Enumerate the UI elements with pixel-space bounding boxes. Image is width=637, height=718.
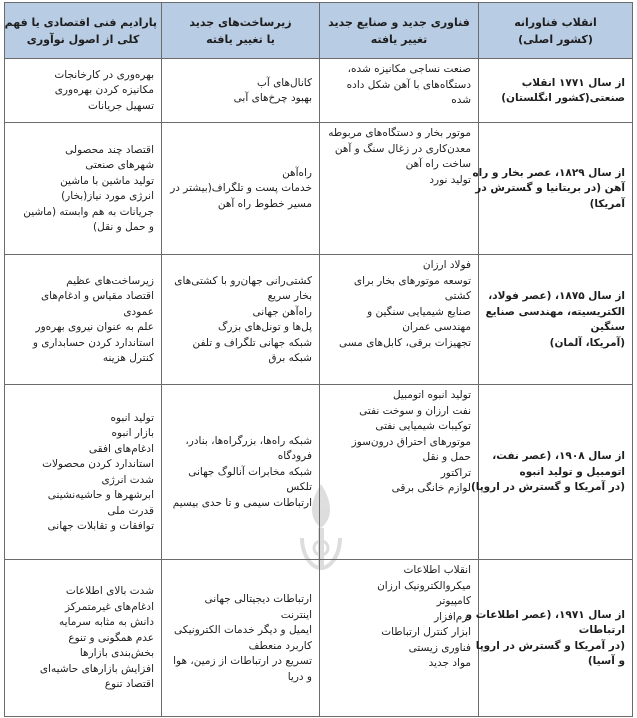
cell-line: دستگاه‌های با آهن شکل داده xyxy=(346,78,471,91)
cell-line: معدن‌کاری در زغال سنگ و آهن xyxy=(334,142,471,155)
cell-line: ساخت راه آهن xyxy=(405,158,471,170)
cell-line: شهرهای صنعتی xyxy=(85,159,154,171)
cell-line: سنگین xyxy=(590,321,625,333)
cell-line: زیرساخت‌های عظیم xyxy=(66,274,154,287)
cell-infra xyxy=(162,123,320,255)
cell-line: مسیر خطوط راه آهن xyxy=(217,197,312,210)
cell-line: عدم همگونی و تنوع xyxy=(68,631,154,644)
table-row xyxy=(5,385,633,560)
cell-line: ارتباطات xyxy=(578,624,625,636)
cell-revolution xyxy=(465,560,633,717)
cell-paradigm xyxy=(5,59,162,123)
cell-line: تولید انبوه xyxy=(110,411,154,424)
cell-line: شدت بالای اطلاعات xyxy=(65,585,154,598)
cell-line: اقتصاد تنوع xyxy=(104,678,154,691)
cell-line: فولاد ارزان xyxy=(422,259,471,271)
cell-line: کشتی‌رانی جهان‌رو با کشتی‌های xyxy=(174,274,312,287)
cell-line: از سال ۱۸۷۵، (عصر فولاد، xyxy=(488,290,625,302)
cell-line: استاندارد کردن محصولات xyxy=(42,458,154,470)
cell-line: (کشور اصلی) xyxy=(518,32,593,46)
header-infra xyxy=(162,3,320,59)
cell-paradigm xyxy=(5,123,162,255)
cell-line: تولید نورد xyxy=(429,173,471,186)
cell-revolution xyxy=(472,123,633,255)
cell-line: از سال ۱۸۲۹، عصر بخار و راه xyxy=(472,166,625,179)
cell-line: علم به عنوان نیروی بهره‌ور xyxy=(35,321,154,333)
table-row xyxy=(5,59,633,123)
cell-line: اتومبیل و تولید انبوه xyxy=(519,465,625,478)
cell-infra xyxy=(162,385,320,560)
cell-line: استاندارد کردن حسابداری و xyxy=(32,336,154,349)
cell-line: و آسیا) xyxy=(587,655,625,667)
cell-line: توافقات و تقابلات جهانی xyxy=(47,520,154,532)
cell-line: صنعت نساجی مکانیزه شده، xyxy=(347,63,471,75)
cell-line: راه‌آهن جهانی xyxy=(252,305,312,318)
cell-line: فناوری زیستی xyxy=(408,641,471,654)
cell-tech xyxy=(320,123,479,255)
cell-line: انقلاب فناورانه xyxy=(514,15,597,29)
table-row xyxy=(5,255,633,385)
cell-line: تسهیل جریانات xyxy=(88,99,154,112)
cell-revolution xyxy=(479,59,633,123)
cell-line: تسریع در ارتباطات از زمین، هوا xyxy=(173,655,312,667)
cell-line: از سال ۱۷۷۱ انقلاب xyxy=(521,76,625,89)
cell-line: کلی از اصول نوآوری xyxy=(26,32,140,46)
cell-infra xyxy=(162,255,320,385)
cell-line: کنترل هزینه xyxy=(102,352,154,364)
header-tech xyxy=(320,3,479,59)
cell-line: مهندسی عمران xyxy=(402,321,471,333)
cell-line: ادغام‌های غیرمتمرکز xyxy=(65,600,154,613)
cell-line: میکروالکترونیک ارزان xyxy=(377,579,471,592)
cell-line: پارادیم فنی اقتصادی یا فهم xyxy=(4,15,157,29)
cell-line: شبکه برق xyxy=(268,352,312,364)
cell-line: قدرت ملی xyxy=(107,504,154,517)
cell-line: تولید انبوه اتومبیل xyxy=(392,389,471,401)
cell-line: کانال‌های آب xyxy=(256,76,312,89)
cell-line: یا تغییر یافته xyxy=(206,32,275,46)
cell-tech xyxy=(320,385,479,560)
cell-line: ارتباطات دیجیتالی جهانی xyxy=(204,593,312,605)
cell-line: نرم‌افزار xyxy=(434,610,471,623)
cell-line: موتور بخار و دستگاه‌های مربوطه xyxy=(328,127,471,139)
cell-line: ادغام‌های افقی xyxy=(88,442,154,455)
cell-line: لوازم خانگی برقی xyxy=(391,482,471,494)
cell-line: مکانیزه کردن بهره‌وری xyxy=(54,84,154,97)
cell-line: بهبود چرخ‌های آبی xyxy=(233,92,312,104)
cell-line: انقلاب اطلاعات xyxy=(403,564,471,576)
cell-line: اقتصاد چند محصولی xyxy=(65,143,154,156)
cell-line: شبکه مخابرات آنالوگ جهانی xyxy=(188,465,312,478)
table-row xyxy=(5,560,633,717)
cell-line: شبکه جهانی تلگراف و تلفن xyxy=(192,336,312,349)
cell-line: جریانات به هم وابسته (ماشین xyxy=(23,205,154,218)
cell-revolution xyxy=(470,385,633,560)
cell-line: تغییر یافته xyxy=(370,32,428,46)
cell-line: از سال ۱۹۰۸، (عصر نفت، xyxy=(492,450,625,463)
cell-tech xyxy=(320,560,479,717)
cell-line: تجهیزات برقی، کابل‌های مسی xyxy=(339,336,471,349)
cell-line: توسعه موتورهای بخار برای xyxy=(353,274,471,287)
cell-revolution xyxy=(479,255,633,385)
cell-line: موتورهای احتراق درون‌سوز xyxy=(351,435,471,448)
cell-line: آهن (در بریتانیا و گسترش در xyxy=(475,182,625,195)
cell-line: ابزار کنترل ارتباطات xyxy=(381,626,471,638)
cell-line: نفت ارزان و سوخت نفتی xyxy=(359,404,471,417)
header-revolution xyxy=(479,3,633,59)
cell-paradigm xyxy=(5,560,162,717)
cell-line: فرودگاه xyxy=(277,450,312,463)
cell-line: صنعتی(کشور انگلستان) xyxy=(501,92,625,104)
cell-line: کاربرد منعطف xyxy=(248,639,312,652)
cell-line: ارتباطات سیمی و تا حدی بیسیم xyxy=(172,496,312,509)
cell-line: کشتی xyxy=(444,290,471,302)
cell-line: بخش‌بندی بازارها xyxy=(79,647,154,660)
cell-line: (در آمریکا و گسترش در اروپا) xyxy=(470,481,625,494)
cell-line: تلکس xyxy=(286,481,312,494)
cell-line: آمریکا) xyxy=(589,197,625,210)
cell-line: تراکتور xyxy=(440,466,471,479)
header-row xyxy=(5,3,633,59)
cell-line: ایمیل و دیگر خدمات الکترونیکی xyxy=(174,624,312,636)
cell-line: از سال ۱۹۷۱، (عصر اطلاعات و xyxy=(465,608,625,621)
cell-line: شده xyxy=(451,94,471,106)
cell-line: راه‌آهن xyxy=(282,166,312,179)
cell-line: بهره‌وری در کارخانجات xyxy=(54,68,154,81)
cell-line: ابرشهرها و حاشیه‌نشینی xyxy=(47,489,154,501)
cell-infra xyxy=(162,560,320,717)
technological-revolutions-table xyxy=(4,2,633,717)
cell-line: کامپیوتر xyxy=(436,595,471,607)
cell-line: زیرساخت‌های جدید xyxy=(189,15,292,29)
cell-line: شدت انرژی xyxy=(101,473,154,486)
cell-line: و حمل و نقل) xyxy=(93,221,154,233)
cell-line: بخار سریع xyxy=(267,290,312,302)
cell-line: صنایع شیمیایی سنگین و xyxy=(367,305,471,318)
cell-infra xyxy=(162,59,320,123)
cell-line: (در آمریکا و گسترش در اروپا xyxy=(475,639,625,652)
table-row xyxy=(5,123,633,255)
cell-line: حمل و نقل xyxy=(422,451,471,463)
cell-line: عمودی xyxy=(123,305,154,318)
cell-line: اقتصاد مقیاس و ادغام‌های xyxy=(40,290,154,302)
cell-paradigm xyxy=(5,385,162,560)
cell-line: دانش به مثابه سرمایه xyxy=(59,616,154,629)
cell-line: شبکه راه‌ها، بزرگراه‌ها، بنادر، xyxy=(185,434,312,447)
cell-tech xyxy=(320,255,479,385)
cell-line: مواد جدید xyxy=(428,657,471,669)
cell-line: فناوری جدید و صنایع جدید xyxy=(328,15,470,29)
cell-line: خدمات پست و تلگراف(بیشتر در xyxy=(170,182,312,195)
cell-line: (آمریکا، آلمان) xyxy=(549,336,625,349)
cell-line: اینترنت xyxy=(280,608,312,621)
cell-line: تولید ماشین با ماشین xyxy=(60,174,154,187)
cell-line: انرژی مورد نیاز(بخار) xyxy=(61,190,154,202)
cell-tech xyxy=(320,59,479,123)
header-paradigm xyxy=(5,3,162,59)
cell-line: الکتریسیته، مهندسی صنایع xyxy=(485,305,625,318)
cell-line: افزایش بازارهای حاشیه‌ای xyxy=(39,662,154,675)
cell-line: بازار انبوه xyxy=(111,427,154,439)
cell-line: و دریا xyxy=(287,670,312,683)
cell-line: توکیبات شیمیایی نفتی xyxy=(375,420,471,432)
cell-paradigm xyxy=(5,255,162,385)
cell-line: پل‌ها و تونل‌های بزرگ xyxy=(217,321,312,333)
